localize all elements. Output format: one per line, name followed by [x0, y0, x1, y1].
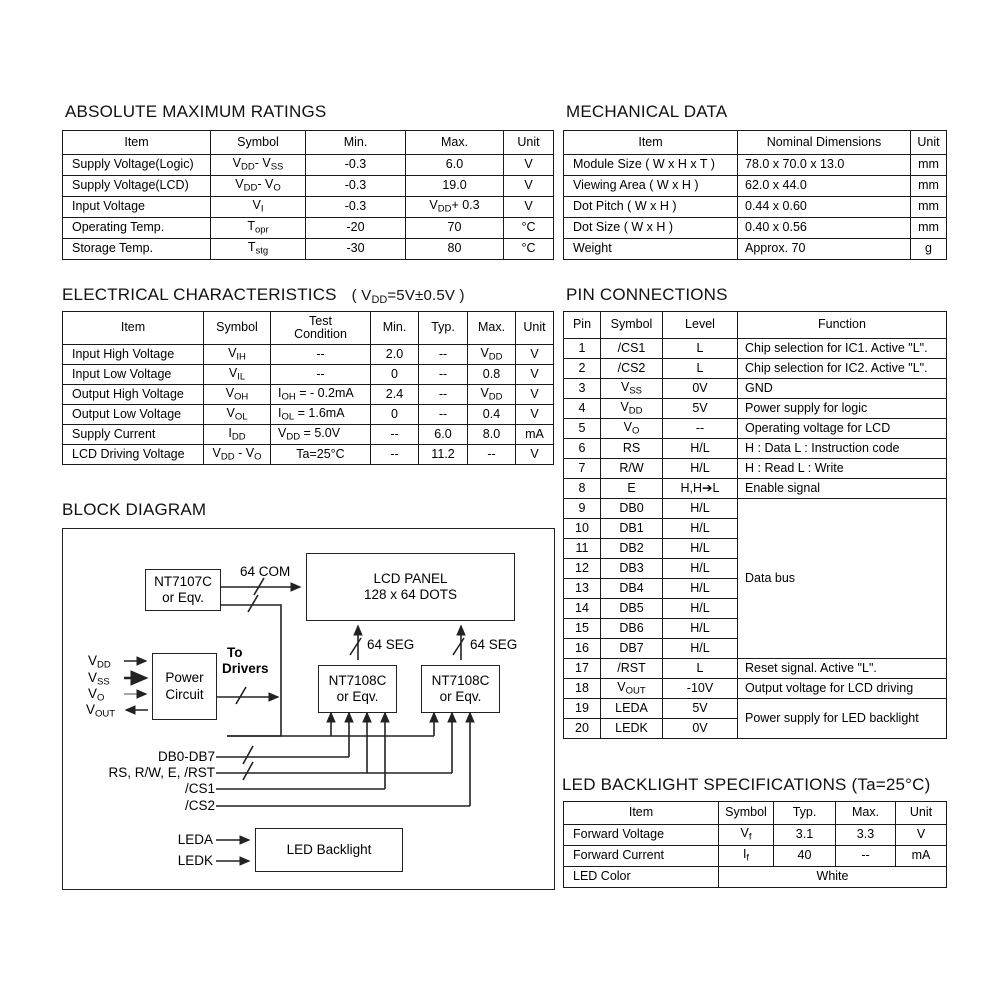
column-header-item: Item	[63, 312, 204, 345]
row-max: 19.0	[406, 176, 504, 197]
row-symbol: DB0	[601, 499, 663, 519]
row-typ: --	[419, 345, 468, 365]
label-ledk: LEDK	[177, 853, 213, 868]
column-header-min: Min.	[371, 312, 419, 345]
column-header-unit: Unit	[504, 131, 554, 155]
row-level: --	[663, 419, 738, 439]
row-pin: 9	[564, 499, 601, 519]
row-symbol: $V_{IH}$	[204, 345, 271, 365]
row-pin: 4	[564, 399, 601, 419]
row-level: H/L	[663, 639, 738, 659]
lcd-panel-line1: LCD PANEL	[373, 570, 448, 586]
row-typ: 6.0	[419, 425, 468, 445]
driver-left-line1: NT7108C	[328, 672, 387, 688]
label-64-com: 64 COM	[240, 564, 291, 579]
row-max: 70	[406, 218, 504, 239]
row-unit: g	[911, 239, 947, 260]
row-function: H : Data L : Instruction code	[738, 439, 947, 459]
row-unit: V	[504, 155, 554, 176]
block-diagram-title: BLOCK DIAGRAM	[62, 500, 207, 519]
row-pin: 3	[564, 379, 601, 399]
row-unit: mm	[911, 176, 947, 197]
row-symbol: LEDA	[601, 699, 663, 719]
row-pin: 10	[564, 519, 601, 539]
block-led-backlight-box	[255, 828, 403, 872]
row-symbol: $V_O$	[601, 419, 663, 439]
row-value: Approx. 70	[738, 239, 911, 260]
row-unit: mA	[516, 425, 554, 445]
row-symbol: RS	[601, 439, 663, 459]
electrical-condition: ( $V_{DD}=5V\pm 0.5V$ )	[351, 287, 465, 306]
column-header-item: Item	[564, 131, 738, 155]
row-unit: V	[516, 365, 554, 385]
row-level: H/L	[663, 539, 738, 559]
row-level: -10V	[663, 679, 738, 699]
row-min: -0.3	[306, 155, 406, 176]
pin-connections-title: PIN CONNECTIONS	[566, 285, 728, 304]
row-function: Enable signal	[738, 479, 947, 499]
driver-right-line1: NT7108C	[431, 672, 490, 688]
column-header-test-condition: Test Condition	[271, 312, 371, 345]
row-min: 0	[371, 365, 419, 385]
row-symbol: $V_{OL}$	[204, 405, 271, 425]
power-circuit-line2: Circuit	[165, 686, 204, 702]
row-symbol: R/W	[601, 459, 663, 479]
row-min: 2.4	[371, 385, 419, 405]
row-item: Input Voltage	[63, 197, 211, 218]
column-header-item: Item	[63, 131, 211, 155]
row-min: --	[371, 425, 419, 445]
row-unit: V	[516, 385, 554, 405]
row-level: H/L	[663, 439, 738, 459]
column-header-unit: Unit	[516, 312, 554, 345]
row-level: L	[663, 659, 738, 679]
label-ctrl-bus: RS, R/W, E, /RST	[108, 765, 215, 780]
row-unit: mm	[911, 155, 947, 176]
column-header-min: Min.	[306, 131, 406, 155]
row-value: 0.44 x 0.60	[738, 197, 911, 218]
row-item: Dot Size ( W x H )	[564, 218, 738, 239]
row-symbol: DB2	[601, 539, 663, 559]
row-pin: 8	[564, 479, 601, 499]
label-cs1: /CS1	[184, 781, 215, 796]
row-symbol: $V_{IL}$	[204, 365, 271, 385]
row-typ: --	[419, 405, 468, 425]
row-item: Module Size ( W x H x T )	[564, 155, 738, 176]
column-header-typ: Typ.	[774, 802, 836, 825]
row-unit: V	[504, 176, 554, 197]
row-item: Weight	[564, 239, 738, 260]
electrical-title-text: ELECTRICAL CHARACTERISTICS	[62, 285, 337, 304]
row-function-data-bus: Data bus	[738, 499, 947, 659]
row-pin: 19	[564, 699, 601, 719]
row-test-condition: Ta=25°C	[271, 445, 371, 465]
column-header-unit: Unit	[911, 131, 947, 155]
row-min: -20	[306, 218, 406, 239]
label-db-bus: DB0-DB7	[157, 749, 215, 764]
row-max: $V_{DD}+ 0.3$	[406, 197, 504, 218]
row-max: 3.3	[836, 825, 896, 846]
row-symbol: DB7	[601, 639, 663, 659]
mechanical-data-title: MECHANICAL DATA	[566, 102, 728, 121]
row-symbol: $I_f$	[719, 846, 774, 867]
column-header-item: Item	[564, 802, 719, 825]
row-item: Forward Voltage	[564, 825, 719, 846]
row-unit: V	[516, 345, 554, 365]
row-pin: 5	[564, 419, 601, 439]
label-cs2: /CS2	[184, 798, 215, 813]
label-leda: LEDA	[177, 832, 213, 847]
row-level: H/L	[663, 499, 738, 519]
row-symbol: $V_{SS}$	[601, 379, 663, 399]
led-backlight-specifications-title: LED BACKLIGHT SPECIFICATIONS (Ta=25°C)	[562, 775, 931, 794]
label-vo: $V_O$	[88, 686, 105, 704]
row-item: Input High Voltage	[63, 345, 204, 365]
lcd-panel-line2: 128 x 64 DOTS	[363, 587, 458, 602]
driver-right-line2: or Eqv.	[439, 689, 482, 704]
led-backlight-line1: LED Backlight	[286, 841, 372, 857]
row-unit: mm	[911, 218, 947, 239]
row-symbol: /CS2	[601, 359, 663, 379]
column-header-symbol: Symbol	[601, 312, 663, 339]
row-item: Input Low Voltage	[63, 365, 204, 385]
row-symbol: $I_{DD}$	[204, 425, 271, 445]
row-level: L	[663, 339, 738, 359]
row-symbol: DB3	[601, 559, 663, 579]
column-header-max: Max.	[836, 802, 896, 825]
row-pin: 2	[564, 359, 601, 379]
row-item: Supply Voltage(LCD)	[63, 176, 211, 197]
row-symbol: $V_I$	[211, 197, 306, 218]
row-typ: --	[419, 385, 468, 405]
driver-left-line2: or Eqv.	[336, 689, 379, 704]
row-unit: V	[516, 405, 554, 425]
row-test-condition: --	[271, 365, 371, 385]
row-test-condition: $I_{OL} = 1.6mA$	[271, 405, 371, 425]
row-min: 0	[371, 405, 419, 425]
column-header-symbol: Symbol	[719, 802, 774, 825]
row-unit: V	[516, 445, 554, 465]
row-level: 0V	[663, 379, 738, 399]
row-pin: 1	[564, 339, 601, 359]
row-pin: 7	[564, 459, 601, 479]
row-symbol: /CS1	[601, 339, 663, 359]
row-item: Output High Voltage	[63, 385, 204, 405]
row-symbol: /RST	[601, 659, 663, 679]
row-symbol: $V_{DD}-$ $V_O$	[211, 176, 306, 197]
row-pin: 13	[564, 579, 601, 599]
row-typ: --	[419, 365, 468, 385]
column-header-function: Function	[738, 312, 947, 339]
row-min: -30	[306, 239, 406, 260]
row-max: 6.0	[406, 155, 504, 176]
row-pin: 14	[564, 599, 601, 619]
row-min: --	[371, 445, 419, 465]
label-vdd: $V_{DD}$	[88, 653, 111, 671]
row-unit: °C	[504, 218, 554, 239]
row-item: Storage Temp.	[63, 239, 211, 260]
row-level: H/L	[663, 459, 738, 479]
row-pin: 6	[564, 439, 601, 459]
row-typ: 11.2	[419, 445, 468, 465]
row-function-led-supply: Power supply for LED backlight	[738, 699, 947, 739]
controller-line1: NT7107C	[154, 573, 212, 589]
row-level: 5V	[663, 699, 738, 719]
column-header-typ: Typ.	[419, 312, 468, 345]
row-pin: 12	[564, 559, 601, 579]
row-max: 80	[406, 239, 504, 260]
column-header-max: Max.	[406, 131, 504, 155]
row-item: Forward Current	[564, 846, 719, 867]
row-function: Chip selection for IC2. Active "L".	[738, 359, 947, 379]
row-value: 0.40 x 0.56	[738, 218, 911, 239]
block-driver-right-box	[421, 665, 500, 713]
row-symbol: $T_{opr}$	[211, 218, 306, 239]
column-header-level: Level	[663, 312, 738, 339]
column-header-pin: Pin	[564, 312, 601, 339]
row-symbol: DB5	[601, 599, 663, 619]
block-power-circuit-box	[152, 653, 217, 720]
row-level: H/L	[663, 559, 738, 579]
row-item: LCD Driving Voltage	[63, 445, 204, 465]
row-unit: °C	[504, 239, 554, 260]
row-typ: 3.1	[774, 825, 836, 846]
row-function: Reset signal. Active "L".	[738, 659, 947, 679]
row-symbol: LEDK	[601, 719, 663, 739]
row-max: --	[468, 445, 516, 465]
row-typ: 40	[774, 846, 836, 867]
row-test-condition: $V_{DD} = 5.0V$	[271, 425, 371, 445]
row-max: $V_{DD}$	[468, 345, 516, 365]
row-level: H/L	[663, 579, 738, 599]
block-driver-left-box	[318, 665, 397, 713]
row-level: 0V	[663, 719, 738, 739]
row-item: Supply Current	[63, 425, 204, 445]
row-level: 5V	[663, 399, 738, 419]
row-min: -0.3	[306, 176, 406, 197]
row-max: $V_{DD}$	[468, 385, 516, 405]
absolute-maximum-ratings-title: ABSOLUTE MAXIMUM RATINGS	[65, 102, 327, 121]
row-symbol: DB6	[601, 619, 663, 639]
row-symbol: $V_{DD}$	[601, 399, 663, 419]
row-test-condition: --	[271, 345, 371, 365]
row-item: Viewing Area ( W x H )	[564, 176, 738, 197]
row-max: --	[836, 846, 896, 867]
label-vout: $V_{OUT}$	[86, 702, 116, 720]
row-item: Dot Pitch ( W x H )	[564, 197, 738, 218]
row-pin: 20	[564, 719, 601, 739]
label-64-seg-left: 64 SEG	[367, 637, 415, 652]
row-symbol: $V_{DD} - V_O$	[204, 445, 271, 465]
row-symbol: $T_{stg}$	[211, 239, 306, 260]
row-item: Output Low Voltage	[63, 405, 204, 425]
row-level: H/L	[663, 599, 738, 619]
row-symbol: $V_{DD}-$ $V_{SS}$	[211, 155, 306, 176]
column-header-unit: Unit	[896, 802, 947, 825]
column-header-max: Max.	[468, 312, 516, 345]
column-header-symbol: Symbol	[211, 131, 306, 155]
row-function: H : Read L : Write	[738, 459, 947, 479]
row-symbol: DB4	[601, 579, 663, 599]
row-item: LED Color	[564, 867, 719, 888]
row-pin: 15	[564, 619, 601, 639]
row-function: Chip selection for IC1. Active "L".	[738, 339, 947, 359]
row-unit: V	[504, 197, 554, 218]
row-pin: 17	[564, 659, 601, 679]
row-symbol: E	[601, 479, 663, 499]
row-symbol: DB1	[601, 519, 663, 539]
row-item: Operating Temp.	[63, 218, 211, 239]
row-value: 78.0 x 70.0 x 13.0	[738, 155, 911, 176]
row-symbol: $V_{OUT}$	[601, 679, 663, 699]
row-pin: 16	[564, 639, 601, 659]
label-64-seg-right: 64 SEG	[470, 637, 518, 652]
row-level: H,H➔L	[663, 479, 738, 499]
row-led-color-value: White	[719, 867, 947, 888]
row-unit: mA	[896, 846, 947, 867]
row-function: Power supply for logic	[738, 399, 947, 419]
row-level: L	[663, 359, 738, 379]
row-unit: V	[896, 825, 947, 846]
row-symbol: $V_f$	[719, 825, 774, 846]
block-lcd-panel-box	[306, 553, 515, 621]
power-circuit-line1: Power	[165, 670, 204, 686]
row-test-condition: $I_{OH}$ = - 0.2mA	[271, 385, 371, 405]
row-function: Operating voltage for LCD	[738, 419, 947, 439]
row-item: Supply Voltage(Logic)	[63, 155, 211, 176]
label-to-drivers-line2: Drivers	[222, 661, 269, 676]
row-min: 2.0	[371, 345, 419, 365]
label-to-drivers-line1: To	[227, 645, 243, 660]
row-max: 8.0	[468, 425, 516, 445]
row-function: GND	[738, 379, 947, 399]
row-max: 0.4	[468, 405, 516, 425]
row-pin: 18	[564, 679, 601, 699]
row-max: 0.8	[468, 365, 516, 385]
column-header-symbol: Symbol	[204, 312, 271, 345]
row-pin: 11	[564, 539, 601, 559]
row-min: -0.3	[306, 197, 406, 218]
controller-line2: or Eqv.	[162, 590, 204, 605]
row-unit: mm	[911, 197, 947, 218]
row-symbol: $V_{OH}$	[204, 385, 271, 405]
column-header-nominal-dimensions: Nominal Dimensions	[738, 131, 911, 155]
block-controller-box	[145, 569, 221, 611]
row-value: 62.0 x 44.0	[738, 176, 911, 197]
row-level: H/L	[663, 619, 738, 639]
row-function: Output voltage for LCD driving	[738, 679, 947, 699]
row-level: H/L	[663, 519, 738, 539]
label-vss: $V_{SS}$	[88, 670, 110, 688]
